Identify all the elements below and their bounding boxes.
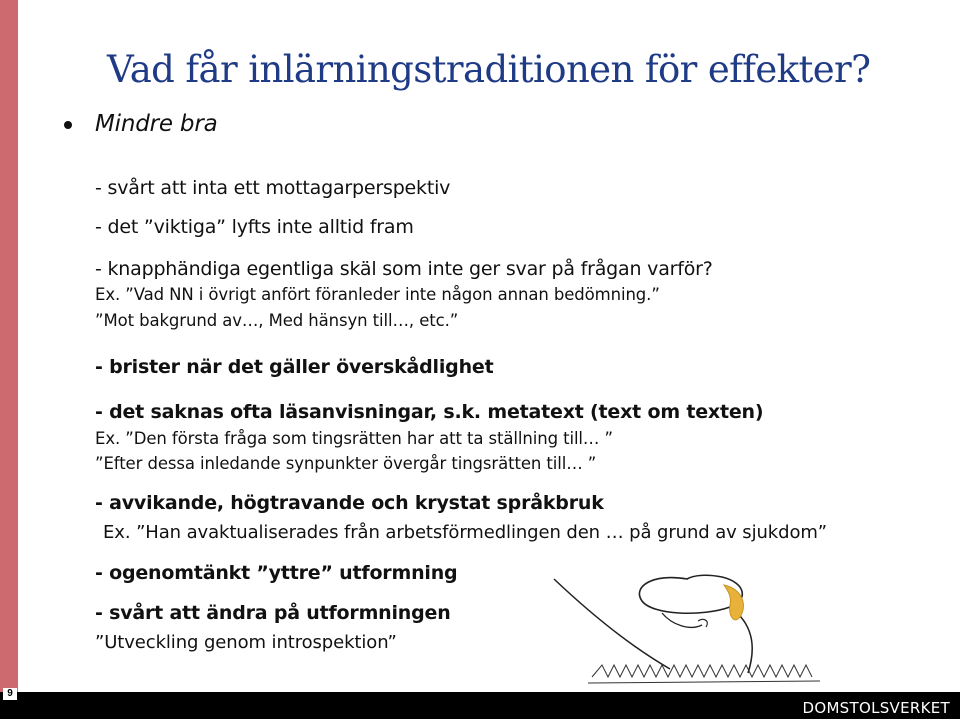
page-number: 9: [3, 688, 17, 700]
footer-logo-text: DOMSTOLSVERKET: [802, 699, 950, 717]
sketch-base-line: [588, 681, 820, 683]
point-line: - svårt att ändra på utformningen: [95, 602, 451, 624]
bullet-heading: Mindre bra: [95, 111, 218, 137]
point-line: - det ”viktiga” lyfts inte alltid fram: [95, 216, 414, 238]
point-line: - ogenomtänkt ”yttre” utformning: [95, 562, 458, 584]
example-line: Ex. ”Han avaktualiserades från arbetsförmedlingen den … på grund av sjukdom”: [103, 522, 828, 543]
point-line: - avvikande, högtravande och krystat språkbruk: [95, 492, 604, 514]
point-line: - svårt att inta ett mottagarperspektiv: [95, 177, 451, 199]
slide-title: Vad får inlärningstraditionen för effekter?: [107, 48, 871, 91]
sketch-hair: [724, 585, 743, 620]
sketch-head: [639, 575, 742, 613]
side-accent-band: [0, 0, 18, 719]
sketch-line: [554, 579, 670, 669]
thinking-figure-sketch-icon: [552, 565, 842, 690]
example-line: ”Mot bakgrund av…, Med hänsyn till…, etc.”: [95, 311, 459, 330]
point-line: - knapphändiga egentliga skäl som inte ger svar på frågan varför?: [95, 258, 713, 280]
sketch-arm: [662, 613, 702, 627]
point-line: - brister när det gäller överskådlighet: [95, 356, 494, 378]
example-line: Ex. ”Vad NN i övrigt anfört föranleder inte någon annan bedömning.”: [95, 285, 660, 304]
bullet-dot-icon: [64, 121, 72, 129]
example-line: ”Efter dessa inledande synpunkter övergår tingsrätten till… ”: [95, 454, 597, 473]
point-line: - det saknas ofta läsanvisningar, s.k. metatext (text om texten): [95, 401, 764, 423]
example-line: ”Utveckling genom introspektion”: [95, 632, 397, 653]
example-line: Ex. ”Den första fråga som tingsrätten har att ta ställning till… ”: [95, 429, 613, 448]
sketch-base-scribble: [592, 665, 812, 677]
